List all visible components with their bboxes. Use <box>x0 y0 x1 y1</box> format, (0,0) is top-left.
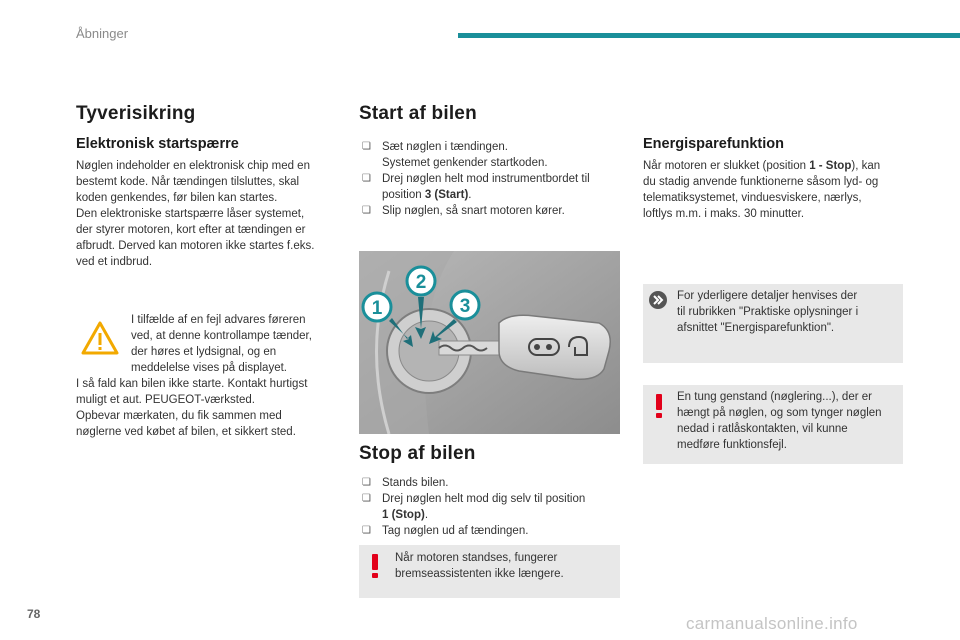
position-3-label <box>451 291 479 319</box>
energy-body: Når motoren er slukket (position 1 - Stop), kan du stadig anvende funktionerne såsom lyd- og telematiksystemet, vinduesviskere, nærlys, loftlys m.m. i maks. 30 minutter. <box>643 160 881 220</box>
immobiliser-warning-full: I så fald kan bilen ikke starte. Kontakt hurtigst muligt et aut. PEUGEOT-værksted. Opbevar mærkaten, du fik sammen med nøglerne ved købet af bilen, et sikkert sted. <box>76 378 308 438</box>
warning-triangle-icon <box>81 320 119 356</box>
checkbox-bullet-icon: ❏ <box>362 477 371 488</box>
energy-title: Energisparefunktion <box>643 136 784 152</box>
checkbox-bullet-icon: ❏ <box>362 205 371 216</box>
list-item: ❏ Drej nøglen helt mod instrumentbordet til position 3 (Start). <box>362 173 590 201</box>
start-title: Start af bilen <box>359 103 477 124</box>
list-item: ❏ Drej nøglen helt mod dig selv til position 1 (Stop). <box>362 493 586 521</box>
checkbox-bullet-icon: ❏ <box>362 173 371 184</box>
list-item: ❏ Sæt nøglen i tændingen. Systemet genkender startkoden. <box>362 141 548 169</box>
header-accent-bar <box>458 33 960 38</box>
list-item: ❏ Slip nøglen, så snart motoren kører. <box>362 205 565 217</box>
start-steps <box>359 139 624 219</box>
immobiliser-subtitle: Elektronisk startspærre <box>76 136 239 152</box>
watermark: carmanualsonline.info <box>686 614 858 633</box>
svg-text:3: 3 <box>459 296 471 317</box>
checkbox-bullet-icon: ❏ <box>362 493 371 504</box>
double-chevron-right-icon <box>648 290 668 310</box>
stop-title: Stop af bilen <box>359 443 476 464</box>
exclamation-icon <box>369 553 381 579</box>
warning-note-box: En tung genstand (nøglering...), der er hængt på nøglen, og som tynger nøglen nedad i ratlåskontakten, vil kunne medføre funktionsfejl. <box>643 385 903 464</box>
start-section <box>359 103 624 219</box>
exclamation-icon <box>653 393 665 419</box>
immobiliser-warning-indent: I tilfælde af en fejl advares føreren ved, at denne kontrollampe tænder, der høres et lydsignal, og en meddelelse vises på displayet. <box>131 314 312 374</box>
energy-section <box>643 136 908 222</box>
position-1-label <box>363 293 391 321</box>
immobiliser-title: Tyverisikring <box>76 103 196 124</box>
immobiliser-section <box>76 103 336 270</box>
immobiliser-body: Nøglen indeholder en elektronisk chip med en bestemt kode. Når tændingen tilsluttes, skal koden genkendes, før bilen kan startes. Den elektroniske startspærre låser systemet, der styrer motoren, kort efter at tændingen er afbrudt. Derved kan motoren ikke startes f.eks. ved et indbrud. <box>76 160 315 268</box>
position-2-label <box>407 267 435 295</box>
page-number: 78 <box>27 607 41 621</box>
svg-text:2: 2 <box>415 272 427 293</box>
section-title: Åbninger <box>76 26 129 41</box>
list-item: ❏ Tag nøglen ud af tændingen. <box>362 525 529 537</box>
info-note-box: For yderligere detaljer henvises der til rubrikken "Praktiske oplysninger i afsnittet "Energisparefunktion". <box>643 284 903 363</box>
list-item: ❏ Stands bilen. <box>362 477 449 489</box>
stop-note-box: Når motoren standses, fungerer bremseassistenten ikke længere. <box>359 545 620 598</box>
svg-text:1: 1 <box>371 298 383 319</box>
stop-section <box>359 443 624 539</box>
stop-steps <box>359 475 624 539</box>
ignition-key-illustration <box>359 251 620 434</box>
checkbox-bullet-icon: ❏ <box>362 525 371 536</box>
checkbox-bullet-icon: ❏ <box>362 141 371 152</box>
